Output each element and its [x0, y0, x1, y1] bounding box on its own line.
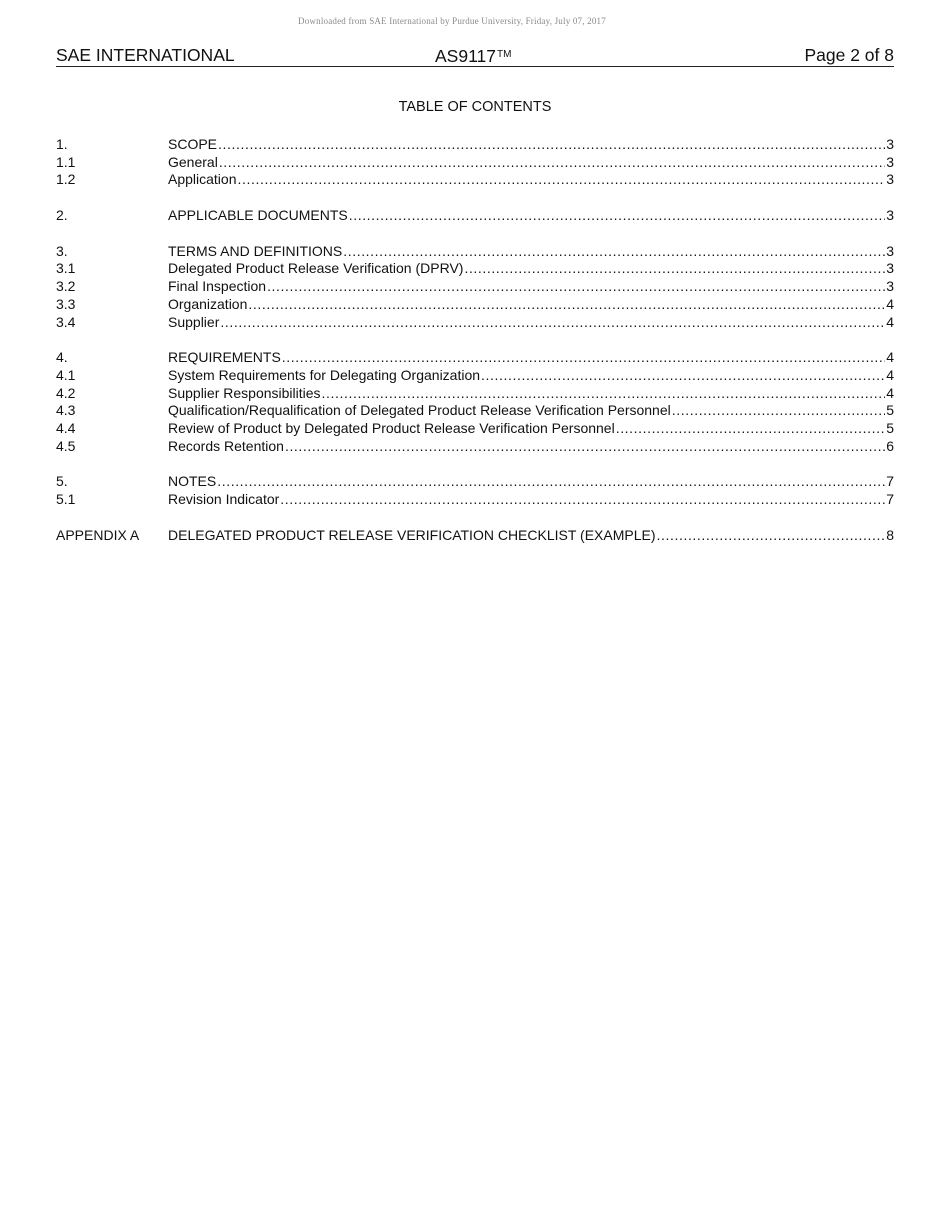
toc-entry-page: 5 [886, 419, 894, 436]
toc-entry-label: Review of Product by Delegated Product Release Verification Personnel [168, 419, 615, 436]
toc-entry-label: DELEGATED PRODUCT RELEASE VERIFICATION CHECKLIST (EXAMPLE) [168, 526, 656, 543]
toc-entry-number: 1.2 [56, 171, 76, 188]
toc-dot-leader [616, 420, 886, 438]
download-watermark: Downloaded from SAE International by Purdue University, Friday, July 07, 2017 [298, 16, 606, 26]
toc-entry-number: 5.1 [56, 491, 76, 507]
toc-entry-page: 3 [886, 207, 894, 224]
toc-entry[interactable] [56, 385, 894, 403]
toc-entry-label: Delegated Product Release Verification (DPRV) [168, 260, 464, 277]
toc-entry[interactable] [56, 527, 894, 545]
toc-entry[interactable] [56, 438, 894, 456]
toc-entry-label: Supplier Responsibilities [168, 384, 321, 401]
toc-entry-label: NOTES [168, 473, 217, 490]
toc-dot-leader [219, 154, 885, 172]
toc-dot-leader [349, 207, 885, 225]
toc-entry-page: 4 [886, 313, 894, 330]
toc-entry-page: 8 [886, 526, 894, 543]
toc-entry-number: 5. [56, 473, 68, 490]
toc-entry-label: Application [168, 171, 237, 188]
toc-entry-label: System Requirements for Delegating Organization [168, 366, 481, 383]
toc-entry[interactable] [56, 367, 894, 385]
toc-entry-number: 4.1 [56, 366, 76, 383]
toc-entry[interactable] [56, 349, 894, 367]
page-header [56, 44, 894, 67]
toc-entry[interactable] [56, 296, 894, 314]
toc-group [56, 207, 894, 225]
header-document-number [435, 44, 511, 67]
toc-title: TABLE OF CONTENTS [398, 99, 552, 115]
toc-dot-leader [322, 385, 886, 403]
toc-entry-number: 3.4 [56, 313, 76, 330]
toc-entry-label: General [168, 153, 218, 170]
toc-dot-leader [285, 438, 885, 456]
toc-entry-page: 7 [886, 491, 894, 507]
toc-dot-leader [343, 243, 885, 261]
toc-entry[interactable] [56, 154, 894, 172]
toc-entry-label: Qualification/Requalification of Delegated Product Release Verification Personnel [168, 402, 671, 419]
toc-entry-label: Supplier [168, 313, 220, 330]
toc-dot-leader [280, 491, 885, 509]
toc-entry[interactable] [56, 260, 894, 278]
toc-entry-number: 4. [56, 349, 68, 366]
toc-entry-page: 4 [886, 366, 894, 383]
toc-dot-leader [220, 314, 885, 332]
toc-dot-leader [238, 171, 886, 189]
toc-dot-leader [217, 473, 885, 491]
toc-entry[interactable] [56, 278, 894, 296]
toc-dot-leader [267, 278, 885, 296]
toc-entry-page: 3 [886, 278, 894, 295]
toc-dot-leader [464, 260, 885, 278]
toc-entry-page: 3 [886, 153, 894, 170]
toc-entry-page: 3 [886, 242, 894, 259]
toc-entry-page: 3 [886, 136, 894, 152]
toc-entry-page: 4 [886, 384, 894, 401]
toc-entry-number: 4.3 [56, 402, 76, 419]
toc-entry[interactable] [56, 207, 894, 225]
toc-group [56, 527, 894, 545]
toc-entry-page: 5 [886, 402, 894, 419]
toc-dot-leader [282, 349, 885, 367]
toc-entry[interactable] [56, 491, 894, 509]
toc-entry-number: 4.5 [56, 437, 76, 454]
toc-entry[interactable] [56, 314, 894, 332]
toc-entry-label: Revision Indicator [168, 491, 280, 507]
toc-entry-label: TERMS AND DEFINITIONS [168, 242, 343, 259]
toc-group [56, 243, 894, 331]
toc-entry[interactable] [56, 171, 894, 189]
toc-entry-label: SCOPE [168, 136, 218, 152]
toc-dot-leader [672, 402, 885, 420]
toc-entry[interactable] [56, 473, 894, 491]
table-of-contents [56, 136, 894, 562]
toc-dot-leader [218, 136, 885, 154]
header-organization: SAE INTERNATIONAL [56, 45, 235, 65]
toc-entry-page: 4 [886, 295, 894, 312]
toc-entry-number: 3. [56, 242, 68, 259]
toc-entry-label: Records Retention [168, 437, 284, 454]
toc-entry-number: 2. [56, 207, 68, 224]
toc-entry[interactable] [56, 136, 894, 154]
toc-dot-leader [481, 367, 885, 385]
toc-entry-label: Final Inspection [168, 278, 267, 295]
toc-entry-number: 1.1 [56, 153, 76, 170]
toc-entry-number: 1. [56, 136, 68, 152]
toc-entry-label: REQUIREMENTS [168, 349, 281, 366]
trademark-mark: TM [496, 49, 512, 60]
toc-entry-page: 3 [886, 171, 894, 188]
toc-entry-number: APPENDIX A [56, 526, 140, 543]
toc-entry[interactable] [56, 420, 894, 438]
toc-dot-leader [657, 527, 886, 545]
toc-group [56, 473, 894, 508]
toc-entry-label: APPLICABLE DOCUMENTS [168, 207, 348, 224]
toc-entry[interactable] [56, 243, 894, 261]
toc-entry-page: 4 [886, 349, 894, 366]
document-number-text: AS9117 [435, 46, 496, 66]
toc-entry-page: 3 [886, 260, 894, 277]
toc-entry-number: 3.1 [56, 260, 76, 277]
toc-entry-number: 4.2 [56, 384, 76, 401]
toc-entry-page: 6 [886, 437, 894, 454]
header-page-indicator: Page 2 of 8 [804, 45, 894, 65]
toc-group [56, 349, 894, 455]
toc-entry-number: 3.3 [56, 295, 76, 312]
toc-dot-leader [248, 296, 885, 314]
toc-entry-number: 3.2 [56, 278, 76, 295]
toc-group [56, 136, 894, 189]
toc-entry-number: 4.4 [56, 419, 76, 436]
toc-entry-page: 7 [886, 473, 894, 490]
toc-entry[interactable] [56, 402, 894, 420]
toc-entry-label: Organization [168, 295, 248, 312]
